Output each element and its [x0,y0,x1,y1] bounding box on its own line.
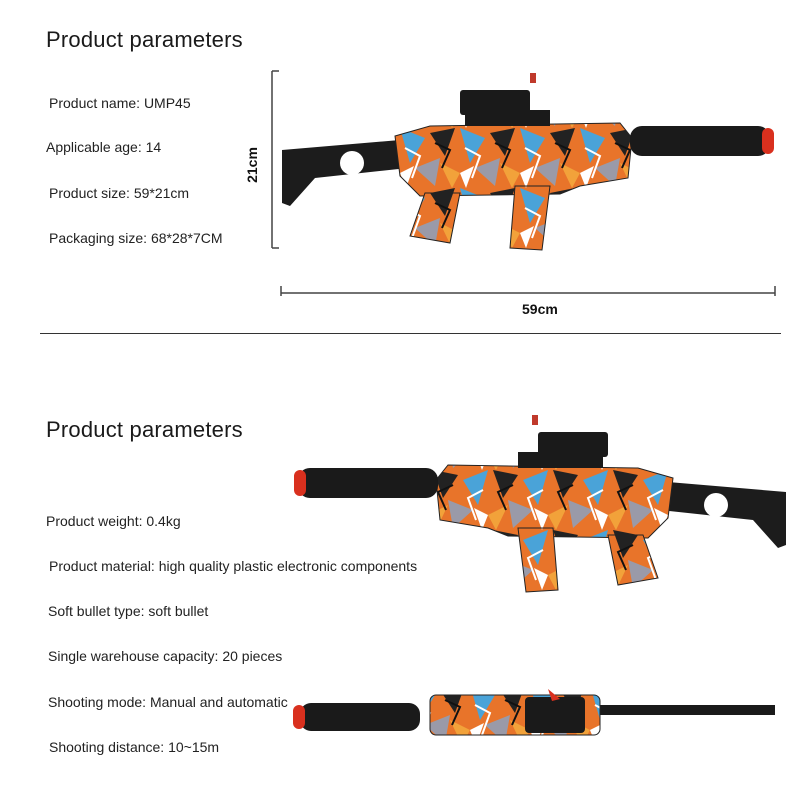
param-warehouse-capacity: Single warehouse capacity: 20 pieces [48,648,283,664]
param-product-name: Product name: UMP45 [49,95,191,111]
param-product-material: Product material: high quality plastic electronic components [49,558,418,574]
param-soft-bullet-type: Soft bullet type: soft bullet [48,603,209,619]
section1-title: Product parameters [46,27,243,52]
section-divider [40,333,781,334]
height-label: 21cm [243,147,260,183]
param-product-size: Product size: 59*21cm [49,185,190,201]
param-packaging-size: Packaging size: 68*28*7CM [49,230,223,246]
param-shooting-mode: Shooting mode: Manual and automatic [48,694,288,710]
param-product-weight: Product weight: 0.4kg [46,513,181,529]
width-label: 59cm [522,301,558,317]
gun-mirrored-image [288,410,788,595]
section2-title: Product parameters [46,417,243,442]
gun-side-image [280,68,780,253]
param-shooting-distance: Shooting distance: 10~15m [49,739,220,755]
param-applicable-age: Applicable age: 14 [46,139,162,155]
gun-folded-image [290,685,790,745]
